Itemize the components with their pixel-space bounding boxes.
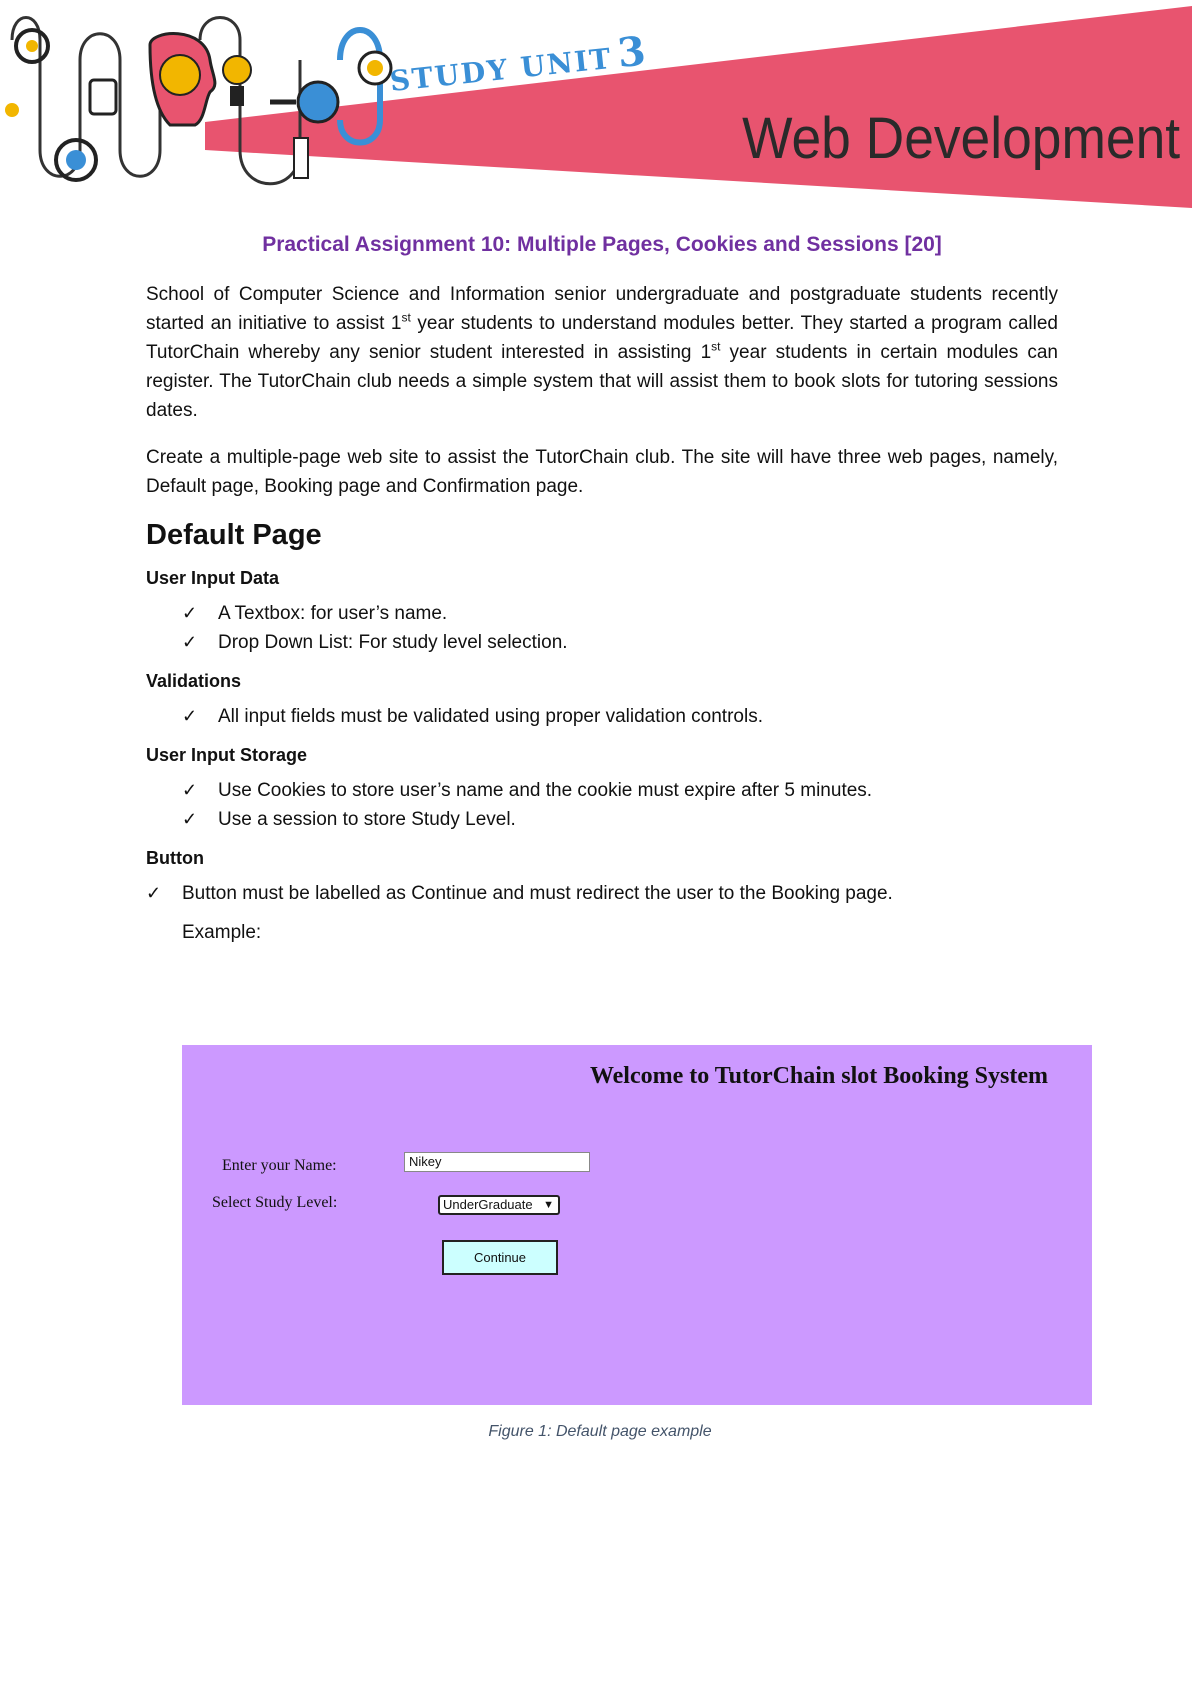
list-item-text: Use a session to store Study Level.	[218, 809, 516, 830]
check-icon: ✓	[182, 632, 198, 652]
header-banner	[0, 0, 1200, 215]
course-title: Web Development	[742, 106, 1180, 171]
example-name-label: Enter your Name:	[222, 1157, 337, 1174]
example-name-input[interactable]: Nikey	[404, 1152, 590, 1172]
list-user-input-storage	[182, 776, 1058, 834]
check-icon: ✓	[182, 809, 198, 829]
chevron-down-icon: ▼	[543, 1199, 554, 1211]
intro-text-b: year students to understand modules better. They started a program called TutorChain whereby any senior student interested in assisting 1	[146, 313, 1058, 363]
example-select-value: UnderGraduate	[443, 1197, 533, 1212]
figure-caption: Figure 1: Default page example	[488, 1423, 712, 1440]
superscript: st	[401, 310, 411, 325]
intro-text-c: year students in certain modules can register. The TutorChain club needs a simple system that will assist them to book slots for tutoring sessions dates.	[146, 342, 1058, 421]
intro-paragraph-2: Create a multiple-page web site to assist the TutorChain club. The site will have three web pages, namely, Default page, Booking page and Confirmation page.	[146, 447, 1058, 497]
section-title: Default Page	[146, 519, 322, 551]
example-continue-button[interactable]: Continue	[442, 1240, 558, 1275]
assignment-title: Practical Assignment 10: Multiple Pages, Cookies and Sessions [20]	[262, 233, 942, 256]
list-button	[146, 879, 1058, 908]
check-icon: ✓	[182, 780, 198, 800]
list-item-text: Button must be labelled as Continue and must redirect the user to the Booking page.	[182, 883, 893, 904]
example-level-label: Select Study Level:	[212, 1194, 338, 1211]
list-item-text: Drop Down List: For study level selection.	[218, 632, 568, 653]
check-icon: ✓	[182, 603, 198, 623]
list-item	[182, 805, 1058, 834]
list-item	[182, 776, 1058, 805]
list-item	[146, 879, 1058, 908]
list-item-text: Use Cookies to store user’s name and the cookie must expire after 5 minutes.	[218, 780, 873, 801]
heading-user-input-storage: User Input Storage	[146, 745, 308, 765]
list-item	[182, 599, 1058, 628]
heading-button: Button	[146, 848, 204, 868]
check-icon: ✓	[146, 883, 162, 903]
check-icon: ✓	[182, 706, 198, 726]
list-user-input-data	[182, 599, 1058, 657]
heading-user-input-data: User Input Data	[146, 568, 280, 588]
study-unit-number: 3	[615, 27, 650, 78]
example-welcome-heading: Welcome to TutorChain slot Booking System	[589, 1063, 1048, 1089]
study-unit-text: STUDY UNIT	[388, 41, 614, 99]
document-body	[146, 230, 1058, 960]
list-item-text: All input fields must be validated using proper validation controls.	[218, 706, 763, 727]
list-item	[182, 702, 1058, 731]
example-study-level-select[interactable]	[438, 1195, 560, 1215]
list-item	[182, 628, 1058, 657]
intro-text-a: School of Computer Science and Information senior undergraduate and postgraduate students recently started an initiative to assist 1	[146, 284, 1058, 334]
heading-validations: Validations	[146, 671, 242, 691]
list-validations	[182, 702, 1058, 731]
example-screenshot	[182, 1045, 1092, 1405]
superscript: st	[711, 339, 721, 354]
example-label: Example:	[182, 922, 262, 943]
intro-paragraph-1	[146, 280, 1058, 425]
list-item-text: A Textbox: for user’s name.	[218, 603, 448, 624]
